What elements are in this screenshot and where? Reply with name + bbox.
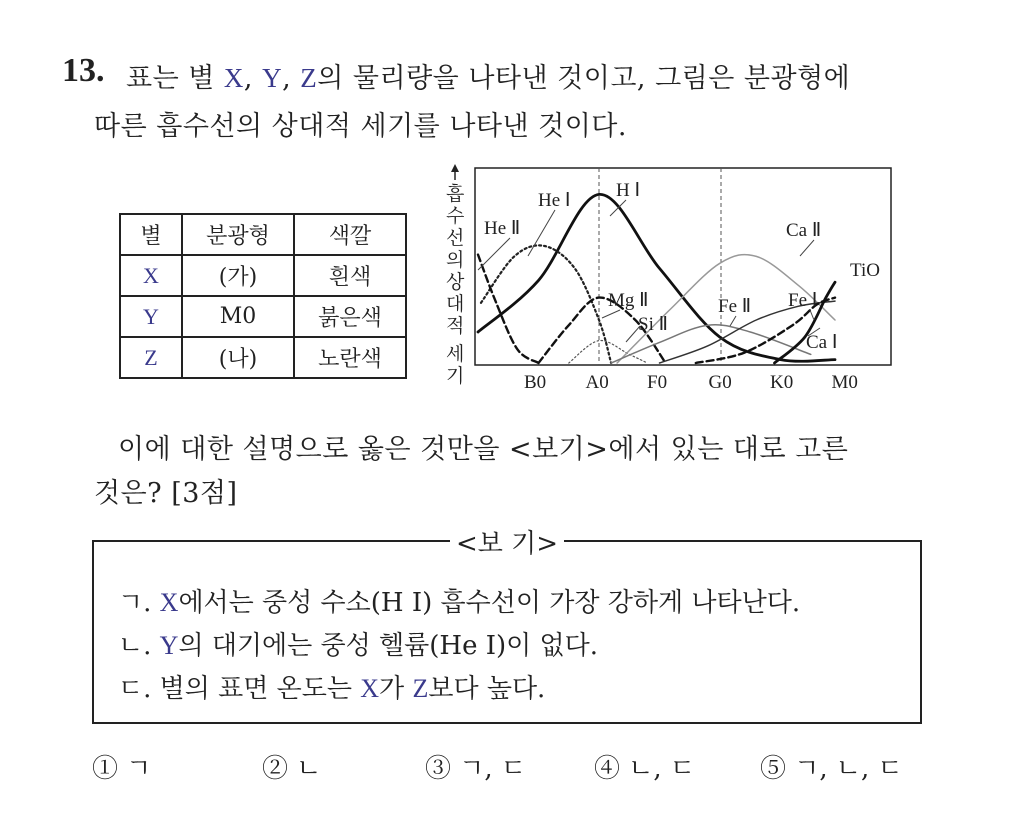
table-row (120, 296, 406, 337)
star-z-label: Z (412, 674, 429, 703)
y-axis-label-char: 기 (446, 365, 465, 387)
y-axis-label-char: 수 (446, 205, 465, 227)
table-cell: (가) (182, 255, 294, 296)
label-leader-line (800, 240, 814, 256)
star-x-label: X (360, 674, 380, 703)
x-tick-label: G0 (708, 372, 732, 393)
series-label: H Ⅰ (616, 180, 641, 201)
series-label: Fe Ⅱ (718, 296, 752, 317)
x-tick-label: A0 (585, 372, 609, 393)
question-text: 의 물리량을 나타낸 것이고, 그림은 분광형에 (317, 63, 851, 94)
table-cell: X (120, 255, 182, 296)
bogi-item-nieun (118, 625, 598, 662)
bogi-item-prefix: ㄱ. (118, 588, 160, 618)
series-label: Fe Ⅰ (788, 290, 818, 311)
y-axis-label-char: 적 (446, 315, 465, 337)
label-leader-line (810, 310, 814, 320)
table-cell: Z (120, 337, 182, 378)
question-line-2: 따른 흡수선의 상대적 세기를 나타낸 것이다. (94, 111, 627, 142)
table-cell: (나) (182, 337, 294, 378)
answer-choice-5[interactable]: ⑤ ㄱ, ㄴ, ㄷ (760, 754, 903, 784)
table-cell: Y (120, 296, 182, 337)
label-leader-line (730, 316, 736, 326)
y-axis-label-char: 세 (446, 343, 465, 365)
y-axis-label (446, 164, 465, 387)
question-number: 13. (62, 52, 105, 89)
series-line-hⅰ (478, 194, 838, 361)
table-header: 색깔 (294, 214, 406, 255)
series-label: He Ⅰ (538, 190, 571, 211)
star-x-label: X (223, 63, 244, 93)
y-axis-label-char: 대 (446, 293, 465, 315)
x-tick-label: F0 (647, 372, 668, 393)
star-x-label: X (159, 588, 179, 617)
star-table (119, 213, 407, 379)
bogi-item-giyeok (118, 582, 800, 619)
series-label: Ca Ⅰ (806, 332, 838, 353)
y-axis-arrowhead-icon (451, 164, 459, 172)
label-leader-line (528, 210, 555, 256)
x-tick-label: B0 (524, 372, 547, 393)
table-row (120, 337, 406, 378)
separator: , (243, 63, 263, 94)
x-tick-label: K0 (770, 372, 794, 393)
series-label: Ca Ⅱ (786, 220, 822, 241)
answer-choice-1[interactable]: ① ㄱ (92, 754, 152, 784)
star-y-label: Y (262, 63, 283, 93)
bogi-item-text: 의 대기에는 중성 헬륨(He Ⅰ)이 없다. (178, 631, 599, 661)
table-row (120, 255, 406, 296)
bogi-item-text: 가 (379, 674, 413, 704)
series-label: Mg Ⅱ (608, 290, 649, 311)
table-cell: M0 (182, 296, 294, 337)
y-axis-label-char: 흡 (446, 183, 465, 205)
answer-choice-4[interactable]: ④ ㄴ, ㄷ (594, 754, 696, 784)
y-axis-label-char: 상 (446, 271, 465, 293)
answer-choice-2[interactable]: ② ㄴ (262, 754, 322, 784)
bogi-title: <보 기> (450, 523, 564, 560)
table-cell: 붉은색 (294, 296, 406, 337)
bogi-item-prefix: ㄷ. 별의 표면 온도는 (118, 674, 361, 704)
series-line-heⅰ (481, 245, 611, 363)
table-header: 별 (120, 214, 182, 255)
label-leader-line (602, 310, 620, 318)
series-label: Si Ⅱ (638, 314, 668, 335)
table-header: 분광형 (182, 214, 294, 255)
series-label: TiO (850, 260, 880, 281)
x-tick-label: M0 (831, 372, 858, 393)
star-y-label: Y (159, 631, 179, 660)
absorption-line-chart (430, 160, 900, 400)
prompt-line-2: 것은? [3점] (94, 478, 238, 509)
table-header-row (120, 214, 406, 255)
y-axis-label-char: 선 (446, 227, 465, 249)
y-axis-label-char: 의 (446, 249, 465, 271)
question-line-1 (126, 56, 850, 95)
table-cell: 노란색 (294, 337, 406, 378)
bogi-item-digeut (118, 668, 545, 705)
table-cell: 흰색 (294, 255, 406, 296)
bogi-item-text: 보다 높다. (428, 674, 546, 704)
series-label: He Ⅱ (484, 218, 521, 239)
question-text: 표는 별 (126, 63, 224, 94)
star-z-label: Z (300, 63, 318, 93)
separator: , (282, 63, 301, 94)
bogi-item-text: 에서는 중성 수소(H Ⅰ) 흡수선이 가장 강하게 나타난다. (178, 588, 801, 618)
answer-choice-3[interactable]: ③ ㄱ, ㄷ (425, 754, 527, 784)
bogi-item-prefix: ㄴ. (118, 631, 160, 661)
prompt-line-1: 이에 대한 설명으로 옳은 것만을 <보기>에서 있는 대로 고른 (118, 434, 849, 465)
